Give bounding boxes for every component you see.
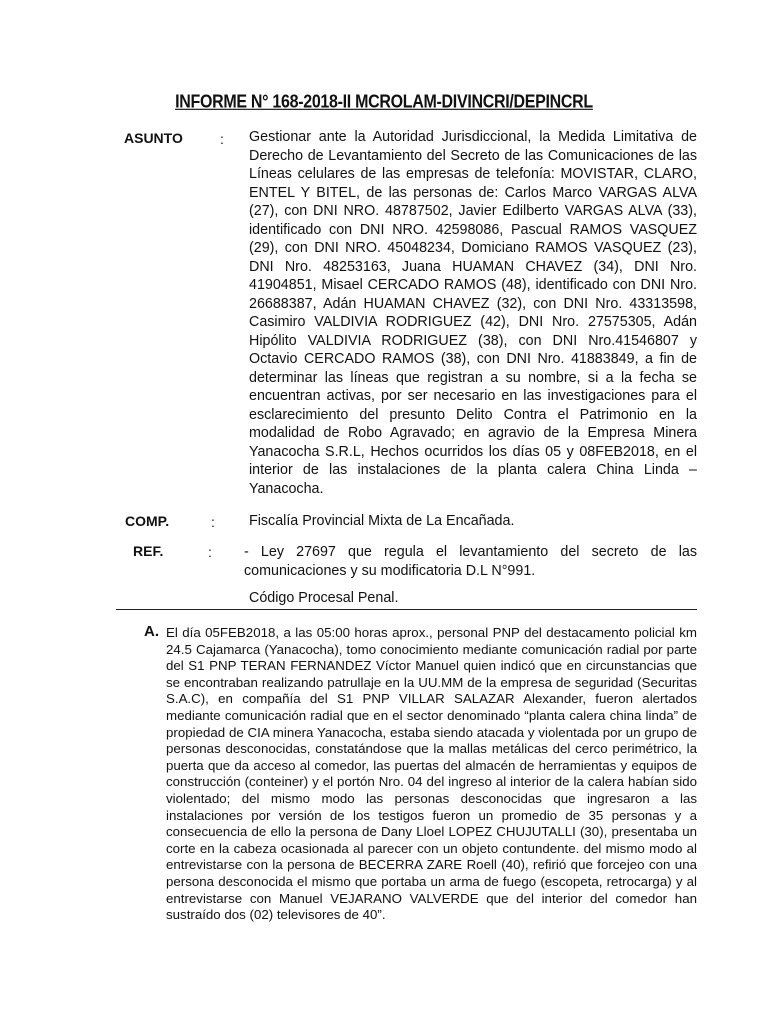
asunto-label: ASUNTO: [124, 130, 183, 146]
asunto-colon: :: [220, 131, 224, 147]
section-a-text: El día 05FEB2018, a las 05:00 horas aprox., personal PNP del destacamento policial km 24.5 Cajamarca (Yanacocha), tomo conocimiento mediante comunicación radial por parte del S1 PNP TERAN FERNANDEZ Víctor Manuel quien indicó que en circunstancias que se encontraban realizando patrullaje en la UU.MM de la empresa de seguridad (Securitas S.A.C), en compañía del S1 PNP VILLAR SALAZAR Alexander, fueron alertados mediante comunicación radial que en el sector denominado “planta calera china linda” de propiedad de CIA minera Yanacocha, estaba siendo atacada y violentada por un grupo de personas desconocidas, constatándose que la mallas metálicas del cerco perimétrico, la puerta que da acceso al comedor, las puertas del almacén de herramientas y equipos de construcción (conteiner) y el portón Nro. 04 del ingreso al interior de la calera habían sido violentado; del mismo modo las personas desconocidas que ingresaron a las instalaciones por versión de los testigos fueron un promedio de 35 personas y a consecuencia de ello la persona de Dany Lloel LOPEZ CHUJUTALLI (30), presentaba un corte en la cabeza ocasionada al parecer con un objeto contundente. del mismo modo al entrevistarse con la persona de BECERRA ZARE Roell (40), refirió que forcejeo con una persona desconocida el mismo que portaba un arma de fuego (escopeta, retrocarga) y al entrevistarse con Manuel VEJARANO VALVERDE que del interior del comedor han sustraído dos (02) televisores de 40”.: [166, 625, 697, 923]
ref-label: REF.: [133, 543, 164, 559]
comp-text: Fiscalía Provincial Mixta de La Encañada.: [249, 513, 515, 529]
ref-item-code: Código Procesal Penal.: [249, 590, 399, 606]
section-a-label: A.: [144, 623, 159, 640]
document-title: INFORME N° 168-2018-II MCROLAM-DIVINCRI/DEPINCRL: [175, 92, 593, 113]
ref-colon: :: [208, 544, 212, 560]
comp-label: COMP.: [125, 513, 170, 529]
comp-colon: :: [211, 514, 215, 530]
ref-item-law: - Ley 27697 que regula el levantamiento del secreto de las comunicaciones y su modificatoria D.L N°991.: [244, 544, 697, 579]
asunto-text: Gestionar ante la Autoridad Jurisdiccional, la Medida Limitativa de Derecho de Levantamiento del Secreto de las Comunicaciones de las Líneas celulares de las empresas de telefonía: MOVISTAR, CLARO, ENTEL Y BITEL, de las personas de: Carlos Marco VARGAS ALVA (27), con DNI NRO. 48787502, Javier Edilberto VARGAS ALVA (33), identificado con DNI NRO. 42598086, Pascual RAMOS VASQUEZ (29), con DNI NRO. 45048234, Domiciano RAMOS VASQUEZ (23), DNI Nro. 48253163, Juana HUAMAN CHAVEZ (34), DNI Nro. 41904851, Misael CERCADO RAMOS (48), identificado con DNI Nro. 26688387, Adán HUAMAN CHAVEZ (32), con DNI Nro. 43313598, Casimiro VALDIVIA RODRIGUEZ (42), DNI Nro. 27575305, Adán Hipólito VALDIVIA RODRIGUEZ (38), con DNI Nro.41546807 y Octavio CERCADO RAMOS (38), con DNI Nro. 41883849, a fin de determinar las líneas que registran a su nombre, si a la fecha se encuentran activas, por ser necesario en las investigaciones para el esclarecimiento del presunto Delito Contra el Patrimonio en la modalidad de Robo Agravado; en agravio de la Empresa Minera Yanacocha S.R.L, Hechos ocurridos los días 05 y 08FEB2018, en el interior de las instalaciones de la planta calera China Linda – Yanacocha.: [249, 129, 697, 497]
section-divider: [116, 609, 697, 610]
